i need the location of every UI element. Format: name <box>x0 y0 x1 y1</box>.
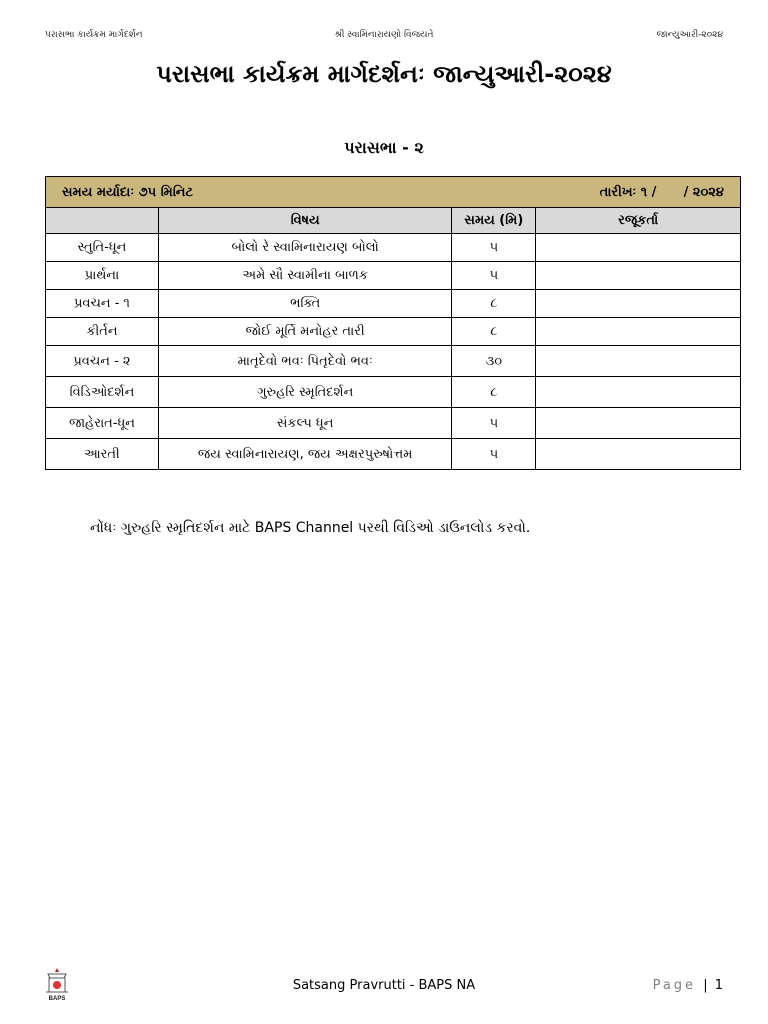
time-limit: સમય મર્યાદાઃ ૭૫ મિનિટ <box>62 184 194 200</box>
row-subject: અમે સૌ સ્વામીના બાળક <box>158 262 452 290</box>
row-time: ૫ <box>452 234 536 262</box>
row-presenter <box>536 439 741 470</box>
row-presenter <box>536 262 741 290</box>
row-presenter <box>536 346 741 377</box>
column-header-time: સમય (મિ) <box>452 208 536 234</box>
section-title: પરાસભા - ૨ <box>344 138 424 157</box>
row-time: ૮ <box>452 318 536 346</box>
row-presenter <box>536 408 741 439</box>
row-presenter <box>536 234 741 262</box>
page-separator: | <box>703 978 708 993</box>
header-right: જાન્યુઆરી-૨૦૨૪ <box>656 30 723 40</box>
row-subject: જય સ્વામિનારાયણ, જય અક્ષરપુરુષોત્તમ <box>158 439 452 470</box>
row-presenter <box>536 290 741 318</box>
header-center: શ્રી સ્વામિનારાયણો વિજયતે <box>334 30 434 40</box>
table-row <box>46 290 741 318</box>
row-time: ૫ <box>452 439 536 470</box>
row-time: ૩૦ <box>452 346 536 377</box>
table-info-bar <box>46 177 741 208</box>
column-header-subject: વિષય <box>158 208 452 234</box>
table-row <box>46 408 741 439</box>
row-subject: માતૃદેવો ભવઃ પિતૃદેવો ભવઃ <box>158 346 452 377</box>
page-number-label <box>653 978 723 993</box>
row-subject: ભક્તિ <box>158 290 452 318</box>
page-label: Page <box>652 978 697 993</box>
footer-organization: Satsang Pravrutti - BAPS NA <box>292 978 476 993</box>
row-subject: સંકલ્પ ધૂન <box>158 408 452 439</box>
page-number: 1 <box>714 978 723 993</box>
download-note: નોંધઃ ગુરુહરિ સ્મૃતિદર્શન માટે BAPS Channel પરથી વિડિઓ ડાઉનલોડ કરવો. <box>90 520 531 536</box>
header-left: પરાસભા કાર્યક્રમ માર્ગદર્શન <box>45 30 143 40</box>
row-item: સ્તુતિ-ધૂન <box>46 234 159 262</box>
table-header-row <box>46 208 741 234</box>
table-row <box>46 439 741 470</box>
table-row <box>46 346 741 377</box>
row-item: વિડિઓદર્શન <box>46 377 159 408</box>
row-item: કીર્તન <box>46 318 159 346</box>
row-subject: જોઈ મૂર્તિ મનોહર તારી <box>158 318 452 346</box>
column-header-presenter: રજૂકર્તા <box>536 208 741 234</box>
page-title: પરાસભા કાર્યક્રમ માર્ગદર્શનઃ જાન્યુઆરી-૨૦૨૪ <box>156 60 612 88</box>
row-item: જાહેરાત-ધૂન <box>46 408 159 439</box>
table-row <box>46 262 741 290</box>
row-time: ૫ <box>452 262 536 290</box>
table-row <box>46 318 741 346</box>
row-item: આરતી <box>46 439 159 470</box>
column-header-item <box>46 208 159 234</box>
row-presenter <box>536 377 741 408</box>
row-time: ૮ <box>452 290 536 318</box>
row-item: પ્રાર્થના <box>46 262 159 290</box>
row-time: ૮ <box>452 377 536 408</box>
program-table <box>45 176 741 470</box>
row-presenter <box>536 318 741 346</box>
row-subject: બોલો રે સ્વામિનારાયણ બોલો <box>158 234 452 262</box>
table-row <box>46 234 741 262</box>
table-row <box>46 377 741 408</box>
row-item: પ્રવચન - ૧ <box>46 290 159 318</box>
row-item: પ્રવચન - ૨ <box>46 346 159 377</box>
row-time: ૫ <box>452 408 536 439</box>
row-subject: ગુરુહરિ સ્મૃતિદર્શન <box>158 377 452 408</box>
date-field: તારીખઃ ૧ / / ૨૦૨૪ <box>599 184 724 200</box>
logo-text: BAPS <box>48 996 66 1002</box>
